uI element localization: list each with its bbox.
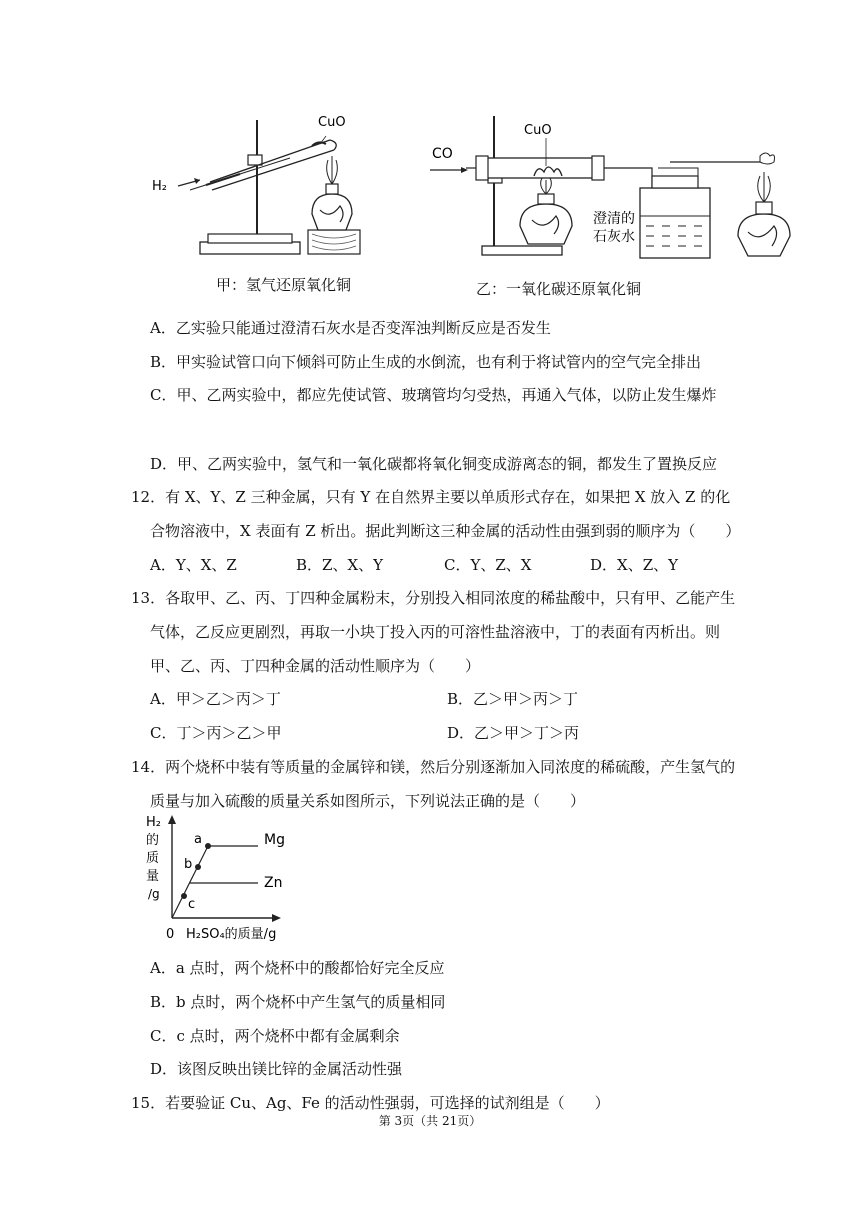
yi-limewater-label-1: 澄清的 [593,211,635,227]
q14-ylabel-2: 的 [146,833,160,848]
q14-origin: 0 [166,927,175,942]
q11-option-a: A．乙实验只能通过澄清石灰水是否变浑浊判断反应是否发生 [150,319,551,337]
q12-option-b: B．Z、X、Y [296,556,384,574]
yi-apparatus-drawing [430,110,830,270]
yi-limewater-label-2: 石灰水 [593,229,635,245]
q14-ylabel-5: /g [148,887,160,901]
yi-gas-label: CO [432,146,453,162]
q12-option-c: C．Y、Z、X [444,556,532,574]
q11-option-c: C．甲、乙两实验中，都应先使试管、玻璃管均匀受热，再通入气体，以防止发生爆炸 [150,386,717,404]
q14-stem-line2: 质量与加入硫酸的质量关系如图所示，下列说法正确的是（ ） [150,792,586,810]
q12-option-a: A．Y、X、Z [150,556,237,574]
jia-apparatus-drawing [140,110,370,270]
q12-option-d: D．X、Z、Y [590,556,679,574]
q12-stem-line1: 12．有 X、Y、Z 三种金属，只有 Y 在自然界主要以单质形式存在，如果把 X 放入 Z 的化 [131,488,731,506]
figure-yi [430,110,830,305]
q14-xlabel: H₂SO₄的质量/g [186,927,277,942]
q14-option-a: A．a 点时，两个烧杯中的酸都恰好完全反应 [150,959,445,977]
q14-point-c: c [188,897,196,912]
q13-option-a: A．甲＞乙＞丙＞丁 [150,690,281,708]
q14-option-c: C．c 点时，两个烧杯中都有金属剩余 [150,1027,400,1045]
jia-caption: 甲：氢气还原氧化铜 [216,276,352,294]
q14-ylabel-3: 质 [146,851,160,866]
q14-series-mg: Mg [264,832,285,848]
q15-stem: 15．若要验证 Cu、Ag、Fe 的活动性强弱，可选择的试剂组是（ ） [131,1094,610,1112]
q13-stem-line3: 甲、乙、丙、丁四种金属的活动性顺序为（ ） [150,657,481,675]
q14-ylabel-4: 量 [146,869,160,884]
q12-stem-line2: 合物溶液中，X 表面有 Z 析出。据此判断这三种金属的活动性由强到弱的顺序为（ ） [150,522,741,540]
q13-stem-line1: 13．各取甲、乙、丙、丁四种金属粉末，分别投入相同浓度的稀盐酸中，只有甲、乙能产生 [131,589,736,607]
yi-caption: 乙：一氧化碳还原氧化铜 [476,280,642,298]
q14-option-b: B．b 点时，两个烧杯中产生氢气的质量相同 [150,993,446,1011]
q13-stem-line2: 气体，乙反应更剧烈，再取一小块丁投入丙的可溶性盐溶液中，丁的表面有丙析出。则 [150,623,721,641]
q14-graph [140,812,310,946]
q13-option-d: D．乙＞甲＞丁＞丙 [447,724,580,742]
yi-oxide-label: CuO [524,123,552,138]
q14-ylabel-1: H₂ [146,815,161,830]
q14-stem-line1: 14．两个烧杯中装有等质量的金属锌和镁，然后分别逐渐加入同浓度的稀硫酸，产生氢气的 [131,758,736,776]
q14-option-d: D．该图反映出镁比锌的金属活动性强 [150,1060,403,1078]
q14-point-b: b [184,857,193,872]
jia-oxide-label: CuO [318,115,346,130]
q13-option-c: C．丁＞丙＞乙＞甲 [150,724,282,742]
q13-option-b: B．乙＞甲＞丙＞丁 [447,690,579,708]
q14-point-a: a [194,832,202,847]
jia-gas-label: H₂ [152,179,167,194]
q14-series-zn: Zn [264,875,283,891]
q14-graph-drawing [140,812,310,946]
figure-jia [140,110,370,305]
q11-option-b: B．甲实验试管口向下倾斜可防止生成的水倒流，也有利于将试管内的空气完全排出 [150,353,702,371]
q11-option-d: D．甲、乙两实验中，氢气和一氧化碳都将氧化铜变成游离态的铜，都发生了置换反应 [150,455,718,473]
page-footer: 第 3页（共 21页） [378,1114,482,1128]
